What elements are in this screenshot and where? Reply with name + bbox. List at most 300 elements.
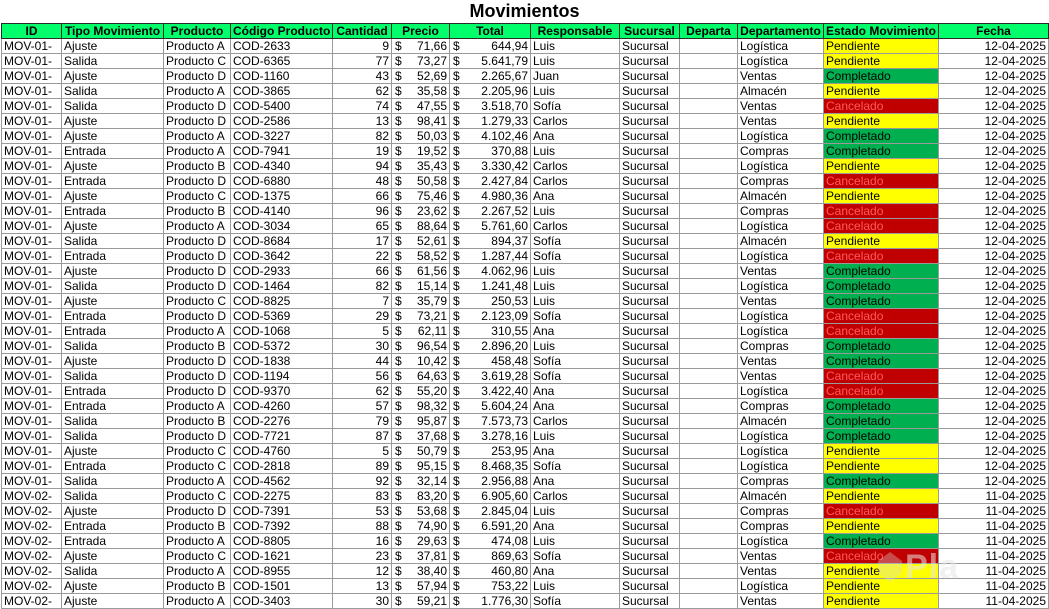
cell-total[interactable] [450, 519, 531, 534]
cell-producto[interactable]: Producto C [164, 459, 231, 474]
cell-responsable[interactable]: Sofía [531, 99, 620, 114]
cell-sucursal[interactable]: Sucursal [620, 144, 680, 159]
cell-id[interactable]: MOV-01- [2, 384, 62, 399]
cell-tipo-movimiento[interactable]: Salida [62, 339, 164, 354]
cell-departa[interactable] [680, 99, 738, 114]
cell-fecha[interactable]: 12-04-2025 [939, 429, 1049, 444]
cell-codigo-producto[interactable]: COD-4140 [231, 204, 333, 219]
cell-tipo-movimiento[interactable]: Ajuste [62, 39, 164, 54]
cell-total[interactable] [450, 264, 531, 279]
cell-departamento[interactable]: Compras [738, 204, 824, 219]
cell-departamento[interactable]: Almacén [738, 489, 824, 504]
cell-producto[interactable]: Producto A [164, 219, 231, 234]
cell-tipo-movimiento[interactable]: Salida [62, 474, 164, 489]
cell-id[interactable]: MOV-02- [2, 519, 62, 534]
cell-tipo-movimiento[interactable]: Ajuste [62, 294, 164, 309]
cell-sucursal[interactable]: Sucursal [620, 354, 680, 369]
cell-id[interactable]: MOV-01- [2, 159, 62, 174]
cell-tipo-movimiento[interactable]: Entrada [62, 459, 164, 474]
cell-producto[interactable]: Producto A [164, 594, 231, 609]
cell-tipo-movimiento[interactable]: Entrada [62, 309, 164, 324]
cell-id[interactable]: MOV-02- [2, 504, 62, 519]
cell-cantidad[interactable]: 82 [333, 129, 392, 144]
cell-total[interactable] [450, 459, 531, 474]
cell-departamento[interactable]: Ventas [738, 264, 824, 279]
cell-fecha[interactable]: 12-04-2025 [939, 399, 1049, 414]
cell-estado-movimiento[interactable]: Completado [824, 279, 939, 294]
cell-total[interactable] [450, 339, 531, 354]
cell-responsable[interactable]: Sofía [531, 459, 620, 474]
cell-id[interactable]: MOV-01- [2, 444, 62, 459]
cell-departa[interactable] [680, 54, 738, 69]
cell-fecha[interactable]: 12-04-2025 [939, 84, 1049, 99]
cell-departamento[interactable]: Ventas [738, 564, 824, 579]
cell-precio[interactable] [392, 414, 450, 429]
cell-responsable[interactable]: Sofía [531, 549, 620, 564]
cell-estado-movimiento[interactable]: Pendiente [824, 39, 939, 54]
cell-departa[interactable] [680, 384, 738, 399]
header-precio[interactable]: Precio [392, 24, 450, 39]
cell-codigo-producto[interactable]: COD-3403 [231, 594, 333, 609]
cell-estado-movimiento[interactable]: Cancelado [824, 99, 939, 114]
cell-codigo-producto[interactable]: COD-2276 [231, 414, 333, 429]
cell-cantidad[interactable]: 53 [333, 504, 392, 519]
cell-estado-movimiento[interactable]: Pendiente [824, 84, 939, 99]
cell-cantidad[interactable]: 94 [333, 159, 392, 174]
cell-id[interactable]: MOV-01- [2, 279, 62, 294]
cell-id[interactable]: MOV-01- [2, 354, 62, 369]
cell-estado-movimiento[interactable]: Completado [824, 474, 939, 489]
cell-responsable[interactable]: Sofía [531, 354, 620, 369]
cell-tipo-movimiento[interactable]: Ajuste [62, 219, 164, 234]
cell-cantidad[interactable]: 79 [333, 414, 392, 429]
cell-producto[interactable]: Producto C [164, 489, 231, 504]
cell-departamento[interactable]: Logística [738, 579, 824, 594]
cell-estado-movimiento[interactable]: Completado [824, 399, 939, 414]
cell-codigo-producto[interactable]: COD-2933 [231, 264, 333, 279]
cell-estado-movimiento[interactable]: Pendiente [824, 159, 939, 174]
cell-codigo-producto[interactable]: COD-7721 [231, 429, 333, 444]
cell-estado-movimiento[interactable]: Completado [824, 294, 939, 309]
cell-producto[interactable]: Producto D [164, 114, 231, 129]
cell-tipo-movimiento[interactable]: Salida [62, 279, 164, 294]
cell-sucursal[interactable]: Sucursal [620, 54, 680, 69]
cell-codigo-producto[interactable]: COD-4562 [231, 474, 333, 489]
cell-cantidad[interactable]: 92 [333, 474, 392, 489]
cell-responsable[interactable]: Luis [531, 534, 620, 549]
cell-producto[interactable]: Producto D [164, 234, 231, 249]
cell-total[interactable] [450, 234, 531, 249]
cell-departamento[interactable]: Logística [738, 129, 824, 144]
cell-estado-movimiento[interactable]: Cancelado [824, 504, 939, 519]
cell-departamento[interactable]: Compras [738, 474, 824, 489]
cell-sucursal[interactable]: Sucursal [620, 459, 680, 474]
cell-total[interactable] [450, 564, 531, 579]
cell-codigo-producto[interactable]: COD-6880 [231, 174, 333, 189]
header-codigo-producto[interactable]: Código Producto [231, 24, 333, 39]
cell-responsable[interactable]: Juan [531, 69, 620, 84]
cell-sucursal[interactable]: Sucursal [620, 309, 680, 324]
cell-sucursal[interactable]: Sucursal [620, 579, 680, 594]
cell-codigo-producto[interactable]: COD-4340 [231, 159, 333, 174]
cell-id[interactable]: MOV-01- [2, 429, 62, 444]
cell-codigo-producto[interactable]: COD-3034 [231, 219, 333, 234]
cell-estado-movimiento[interactable]: Completado [824, 144, 939, 159]
cell-sucursal[interactable]: Sucursal [620, 369, 680, 384]
cell-fecha[interactable]: 11-04-2025 [939, 594, 1049, 609]
cell-producto[interactable]: Producto B [164, 339, 231, 354]
cell-departa[interactable] [680, 534, 738, 549]
cell-estado-movimiento[interactable]: Pendiente [824, 519, 939, 534]
cell-departamento[interactable]: Logística [738, 429, 824, 444]
cell-codigo-producto[interactable]: COD-7392 [231, 519, 333, 534]
cell-tipo-movimiento[interactable]: Ajuste [62, 159, 164, 174]
cell-total[interactable] [450, 504, 531, 519]
cell-fecha[interactable]: 12-04-2025 [939, 129, 1049, 144]
cell-cantidad[interactable]: 12 [333, 564, 392, 579]
cell-id[interactable]: MOV-01- [2, 114, 62, 129]
cell-departa[interactable] [680, 294, 738, 309]
cell-departamento[interactable]: Ventas [738, 549, 824, 564]
cell-departamento[interactable]: Compras [738, 519, 824, 534]
cell-producto[interactable]: Producto B [164, 579, 231, 594]
cell-fecha[interactable]: 11-04-2025 [939, 534, 1049, 549]
cell-responsable[interactable]: Ana [531, 189, 620, 204]
cell-producto[interactable]: Producto A [164, 564, 231, 579]
cell-total[interactable] [450, 159, 531, 174]
cell-departa[interactable] [680, 399, 738, 414]
cell-id[interactable]: MOV-01- [2, 459, 62, 474]
cell-estado-movimiento[interactable]: Pendiente [824, 114, 939, 129]
cell-precio[interactable] [392, 429, 450, 444]
cell-responsable[interactable]: Luis [531, 84, 620, 99]
cell-tipo-movimiento[interactable]: Entrada [62, 144, 164, 159]
cell-producto[interactable]: Producto C [164, 444, 231, 459]
cell-sucursal[interactable]: Sucursal [620, 339, 680, 354]
cell-sucursal[interactable]: Sucursal [620, 219, 680, 234]
cell-responsable[interactable]: Sofía [531, 594, 620, 609]
cell-total[interactable] [450, 309, 531, 324]
cell-id[interactable]: MOV-01- [2, 204, 62, 219]
cell-codigo-producto[interactable]: COD-6365 [231, 54, 333, 69]
cell-precio[interactable] [392, 384, 450, 399]
cell-estado-movimiento[interactable]: Completado [824, 429, 939, 444]
cell-total[interactable] [450, 534, 531, 549]
cell-producto[interactable]: Producto A [164, 39, 231, 54]
cell-id[interactable]: MOV-02- [2, 579, 62, 594]
cell-cantidad[interactable]: 17 [333, 234, 392, 249]
cell-departa[interactable] [680, 414, 738, 429]
cell-fecha[interactable]: 12-04-2025 [939, 249, 1049, 264]
cell-fecha[interactable]: 12-04-2025 [939, 99, 1049, 114]
cell-responsable[interactable]: Sofía [531, 249, 620, 264]
cell-departamento[interactable]: Ventas [738, 294, 824, 309]
cell-id[interactable]: MOV-01- [2, 144, 62, 159]
cell-precio[interactable] [392, 174, 450, 189]
cell-total[interactable] [450, 474, 531, 489]
cell-departamento[interactable]: Almacén [738, 189, 824, 204]
cell-estado-movimiento[interactable]: Cancelado [824, 369, 939, 384]
cell-tipo-movimiento[interactable]: Entrada [62, 204, 164, 219]
cell-estado-movimiento[interactable]: Cancelado [824, 549, 939, 564]
cell-cantidad[interactable]: 66 [333, 189, 392, 204]
cell-precio[interactable] [392, 264, 450, 279]
cell-fecha[interactable]: 12-04-2025 [939, 369, 1049, 384]
cell-fecha[interactable]: 12-04-2025 [939, 159, 1049, 174]
cell-id[interactable]: MOV-01- [2, 39, 62, 54]
cell-precio[interactable] [392, 39, 450, 54]
cell-total[interactable] [450, 444, 531, 459]
cell-cantidad[interactable]: 62 [333, 384, 392, 399]
cell-id[interactable]: MOV-01- [2, 129, 62, 144]
cell-precio[interactable] [392, 279, 450, 294]
cell-producto[interactable]: Producto D [164, 309, 231, 324]
cell-fecha[interactable]: 11-04-2025 [939, 504, 1049, 519]
cell-responsable[interactable]: Luis [531, 579, 620, 594]
cell-responsable[interactable]: Luis [531, 294, 620, 309]
cell-tipo-movimiento[interactable]: Salida [62, 84, 164, 99]
cell-producto[interactable]: Producto D [164, 369, 231, 384]
cell-tipo-movimiento[interactable]: Ajuste [62, 354, 164, 369]
cell-departamento[interactable]: Logística [738, 309, 824, 324]
cell-estado-movimiento[interactable]: Completado [824, 129, 939, 144]
cell-estado-movimiento[interactable]: Completado [824, 354, 939, 369]
cell-estado-movimiento[interactable]: Cancelado [824, 384, 939, 399]
cell-precio[interactable] [392, 144, 450, 159]
cell-departamento[interactable]: Ventas [738, 99, 824, 114]
cell-departa[interactable] [680, 474, 738, 489]
cell-departa[interactable] [680, 489, 738, 504]
cell-codigo-producto[interactable]: COD-2818 [231, 459, 333, 474]
cell-estado-movimiento[interactable]: Pendiente [824, 489, 939, 504]
cell-departamento[interactable]: Logística [738, 324, 824, 339]
header-total[interactable]: Total [450, 24, 531, 39]
cell-departamento[interactable]: Logística [738, 249, 824, 264]
cell-tipo-movimiento[interactable]: Ajuste [62, 594, 164, 609]
cell-tipo-movimiento[interactable]: Entrada [62, 324, 164, 339]
cell-fecha[interactable]: 12-04-2025 [939, 114, 1049, 129]
header-estado-movimiento[interactable]: Estado Movimiento [824, 24, 939, 39]
cell-codigo-producto[interactable]: COD-1194 [231, 369, 333, 384]
cell-responsable[interactable]: Sofía [531, 309, 620, 324]
cell-cantidad[interactable]: 48 [333, 174, 392, 189]
cell-id[interactable]: MOV-01- [2, 249, 62, 264]
cell-tipo-movimiento[interactable]: Ajuste [62, 129, 164, 144]
cell-id[interactable]: MOV-01- [2, 219, 62, 234]
cell-departamento[interactable]: Logística [738, 219, 824, 234]
cell-tipo-movimiento[interactable]: Salida [62, 54, 164, 69]
cell-fecha[interactable]: 12-04-2025 [939, 69, 1049, 84]
cell-responsable[interactable]: Sofía [531, 234, 620, 249]
cell-codigo-producto[interactable]: COD-4760 [231, 444, 333, 459]
cell-id[interactable]: MOV-01- [2, 234, 62, 249]
cell-producto[interactable]: Producto B [164, 414, 231, 429]
cell-responsable[interactable]: Carlos [531, 414, 620, 429]
cell-sucursal[interactable]: Sucursal [620, 549, 680, 564]
cell-id[interactable]: MOV-01- [2, 54, 62, 69]
cell-sucursal[interactable]: Sucursal [620, 174, 680, 189]
cell-estado-movimiento[interactable]: Pendiente [824, 234, 939, 249]
cell-precio[interactable] [392, 204, 450, 219]
cell-cantidad[interactable]: 16 [333, 534, 392, 549]
cell-responsable[interactable]: Ana [531, 564, 620, 579]
cell-departamento[interactable]: Logística [738, 39, 824, 54]
cell-departa[interactable] [680, 429, 738, 444]
cell-id[interactable]: MOV-02- [2, 594, 62, 609]
cell-departamento[interactable]: Compras [738, 144, 824, 159]
cell-estado-movimiento[interactable]: Completado [824, 339, 939, 354]
cell-fecha[interactable]: 12-04-2025 [939, 189, 1049, 204]
cell-codigo-producto[interactable]: COD-8955 [231, 564, 333, 579]
cell-producto[interactable]: Producto A [164, 324, 231, 339]
cell-cantidad[interactable]: 7 [333, 294, 392, 309]
cell-tipo-movimiento[interactable]: Ajuste [62, 504, 164, 519]
cell-precio[interactable] [392, 84, 450, 99]
cell-departamento[interactable]: Almacén [738, 84, 824, 99]
cell-cantidad[interactable]: 65 [333, 219, 392, 234]
cell-codigo-producto[interactable]: COD-5369 [231, 309, 333, 324]
cell-producto[interactable]: Producto C [164, 189, 231, 204]
cell-producto[interactable]: Producto A [164, 399, 231, 414]
cell-producto[interactable]: Producto C [164, 54, 231, 69]
cell-cantidad[interactable]: 56 [333, 369, 392, 384]
cell-codigo-producto[interactable]: COD-8805 [231, 534, 333, 549]
cell-precio[interactable] [392, 189, 450, 204]
cell-fecha[interactable]: 12-04-2025 [939, 144, 1049, 159]
cell-responsable[interactable]: Luis [531, 144, 620, 159]
cell-tipo-movimiento[interactable]: Entrada [62, 384, 164, 399]
cell-estado-movimiento[interactable]: Pendiente [824, 189, 939, 204]
cell-responsable[interactable]: Ana [531, 324, 620, 339]
cell-fecha[interactable]: 12-04-2025 [939, 234, 1049, 249]
cell-responsable[interactable]: Carlos [531, 114, 620, 129]
cell-sucursal[interactable]: Sucursal [620, 114, 680, 129]
cell-producto[interactable]: Producto D [164, 174, 231, 189]
cell-sucursal[interactable]: Sucursal [620, 399, 680, 414]
cell-id[interactable]: MOV-01- [2, 414, 62, 429]
cell-codigo-producto[interactable]: COD-4260 [231, 399, 333, 414]
cell-total[interactable] [450, 219, 531, 234]
cell-id[interactable]: MOV-01- [2, 474, 62, 489]
cell-tipo-movimiento[interactable]: Entrada [62, 249, 164, 264]
cell-fecha[interactable]: 12-04-2025 [939, 279, 1049, 294]
cell-responsable[interactable]: Luis [531, 204, 620, 219]
cell-total[interactable] [450, 99, 531, 114]
cell-departamento[interactable]: Almacén [738, 234, 824, 249]
cell-responsable[interactable]: Ana [531, 519, 620, 534]
cell-id[interactable]: MOV-02- [2, 564, 62, 579]
cell-codigo-producto[interactable]: COD-9370 [231, 384, 333, 399]
cell-responsable[interactable]: Ana [531, 399, 620, 414]
header-fecha[interactable]: Fecha [939, 24, 1049, 39]
cell-total[interactable] [450, 594, 531, 609]
cell-producto[interactable]: Producto D [164, 429, 231, 444]
cell-departa[interactable] [680, 69, 738, 84]
cell-precio[interactable] [392, 519, 450, 534]
cell-producto[interactable]: Producto D [164, 504, 231, 519]
cell-fecha[interactable]: 11-04-2025 [939, 549, 1049, 564]
cell-total[interactable] [450, 429, 531, 444]
cell-sucursal[interactable]: Sucursal [620, 279, 680, 294]
cell-id[interactable]: MOV-01- [2, 339, 62, 354]
cell-responsable[interactable]: Ana [531, 474, 620, 489]
cell-total[interactable] [450, 114, 531, 129]
cell-total[interactable] [450, 189, 531, 204]
cell-precio[interactable] [392, 249, 450, 264]
header-cantidad[interactable]: Cantidad [333, 24, 392, 39]
cell-responsable[interactable]: Luis [531, 429, 620, 444]
cell-total[interactable] [450, 489, 531, 504]
cell-cantidad[interactable]: 9 [333, 39, 392, 54]
cell-tipo-movimiento[interactable]: Entrada [62, 519, 164, 534]
cell-cantidad[interactable]: 57 [333, 399, 392, 414]
cell-precio[interactable] [392, 474, 450, 489]
cell-total[interactable] [450, 549, 531, 564]
cell-departa[interactable] [680, 564, 738, 579]
cell-precio[interactable] [392, 444, 450, 459]
cell-tipo-movimiento[interactable]: Ajuste [62, 114, 164, 129]
cell-id[interactable]: MOV-02- [2, 549, 62, 564]
cell-sucursal[interactable]: Sucursal [620, 594, 680, 609]
cell-cantidad[interactable]: 77 [333, 54, 392, 69]
cell-sucursal[interactable]: Sucursal [620, 264, 680, 279]
cell-producto[interactable]: Producto B [164, 159, 231, 174]
cell-responsable[interactable]: Sofía [531, 369, 620, 384]
cell-codigo-producto[interactable]: COD-3865 [231, 84, 333, 99]
cell-cantidad[interactable]: 29 [333, 309, 392, 324]
cell-total[interactable] [450, 39, 531, 54]
cell-precio[interactable] [392, 69, 450, 84]
cell-fecha[interactable]: 12-04-2025 [939, 264, 1049, 279]
cell-responsable[interactable]: Luis [531, 39, 620, 54]
cell-cantidad[interactable]: 82 [333, 279, 392, 294]
cell-codigo-producto[interactable]: COD-7941 [231, 144, 333, 159]
cell-departa[interactable] [680, 354, 738, 369]
cell-fecha[interactable]: 11-04-2025 [939, 564, 1049, 579]
cell-cantidad[interactable]: 43 [333, 69, 392, 84]
cell-departa[interactable] [680, 579, 738, 594]
cell-responsable[interactable]: Luis [531, 279, 620, 294]
cell-responsable[interactable]: Ana [531, 129, 620, 144]
cell-producto[interactable]: Producto A [164, 144, 231, 159]
cell-id[interactable]: MOV-01- [2, 84, 62, 99]
cell-codigo-producto[interactable]: COD-1621 [231, 549, 333, 564]
cell-departamento[interactable]: Logística [738, 279, 824, 294]
cell-departamento[interactable]: Logística [738, 444, 824, 459]
cell-total[interactable] [450, 579, 531, 594]
cell-estado-movimiento[interactable]: Pendiente [824, 444, 939, 459]
cell-cantidad[interactable]: 5 [333, 324, 392, 339]
cell-sucursal[interactable]: Sucursal [620, 69, 680, 84]
cell-fecha[interactable]: 12-04-2025 [939, 174, 1049, 189]
cell-cantidad[interactable]: 74 [333, 99, 392, 114]
cell-fecha[interactable]: 12-04-2025 [939, 384, 1049, 399]
cell-departa[interactable] [680, 459, 738, 474]
cell-codigo-producto[interactable]: COD-8684 [231, 234, 333, 249]
cell-estado-movimiento[interactable]: Cancelado [824, 219, 939, 234]
cell-id[interactable]: MOV-01- [2, 99, 62, 114]
cell-sucursal[interactable]: Sucursal [620, 324, 680, 339]
cell-estado-movimiento[interactable]: Cancelado [824, 324, 939, 339]
cell-sucursal[interactable]: Sucursal [620, 234, 680, 249]
cell-fecha[interactable]: 12-04-2025 [939, 354, 1049, 369]
cell-precio[interactable] [392, 579, 450, 594]
cell-departamento[interactable]: Compras [738, 399, 824, 414]
header-sucursal[interactable]: Sucursal [620, 24, 680, 39]
cell-id[interactable]: MOV-02- [2, 489, 62, 504]
cell-sucursal[interactable]: Sucursal [620, 129, 680, 144]
cell-sucursal[interactable]: Sucursal [620, 534, 680, 549]
